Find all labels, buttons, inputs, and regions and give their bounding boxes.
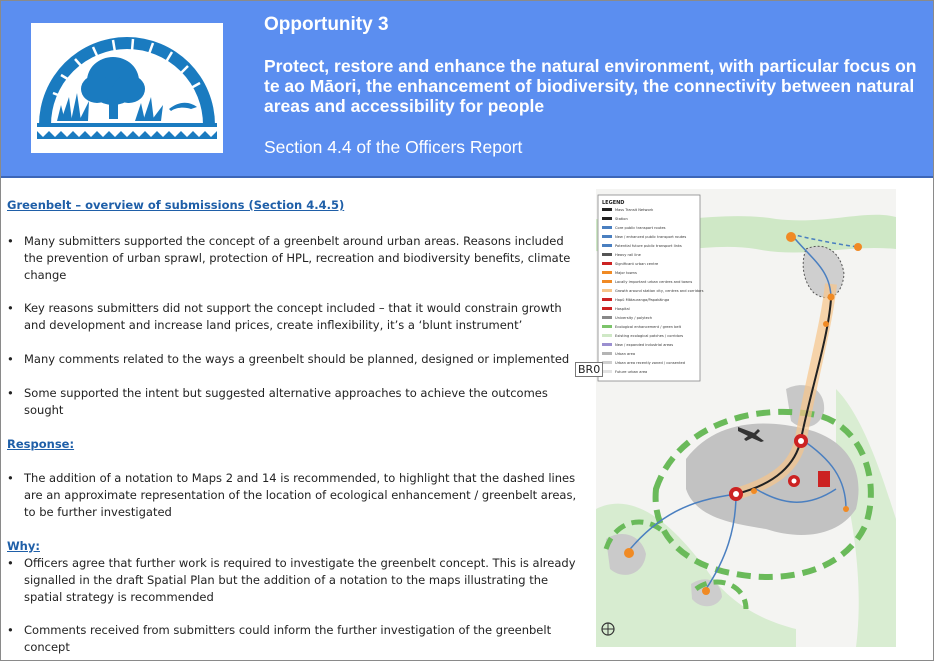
legend-item: Urban area <box>615 352 636 356</box>
council-logo <box>31 23 223 153</box>
legend-swatch <box>602 253 612 256</box>
bullet-icon: • <box>7 234 14 248</box>
list-item: • Comments received from submitters could inform the further investigation of the greenbelt concept <box>7 623 552 654</box>
list-item: • Many submitters supported the concept of a greenbelt around urban areas. Reasons included the prevention of urban sprawl, protection of HPL, recreation and biodiversity benefits, climate change <box>7 234 571 282</box>
legend-swatch <box>602 262 612 265</box>
legend-item: Hospital <box>615 307 630 311</box>
list-item: • Many comments related to the ways a greenbelt should be planned, designed or implemented <box>7 352 570 366</box>
legend-swatch <box>602 217 612 220</box>
list-item: • Some supported the intent but suggested alternative approaches to achieve the outcomes sought <box>7 386 548 417</box>
legend-item: Urban area recently zoned / consented <box>615 361 685 365</box>
why-heading: Why: <box>7 539 40 553</box>
bullet-icon: • <box>7 556 14 570</box>
legend-swatch <box>602 208 612 211</box>
response-heading: Response: <box>7 437 75 451</box>
legend-item: Locally important urban centres and towns <box>615 280 693 284</box>
legend-item: Core public transport routes <box>615 226 666 230</box>
legend-swatch <box>602 244 612 247</box>
list-item: • The addition of a notation to Maps 2 and 14 is recommended, to highlight that the dashed lines are an approximate representation of the location of ecological enhancement / greenbelt areas, to be further investigated <box>7 471 577 519</box>
legend-swatch <box>602 325 612 328</box>
legend-swatch <box>602 271 612 274</box>
slide-header <box>1 1 933 178</box>
opportunity-subtitle: Protect, restore and enhance the natural environment, with particular focus on te ao Māori, the enhancement of biodiversity, the connectivity between natural areas and accessibility for people <box>264 56 917 116</box>
legend-swatch <box>602 289 612 292</box>
greenbelt-spatial-map <box>596 189 896 647</box>
legend-swatch <box>602 352 612 355</box>
legend-item: Potential future public transport links <box>615 244 682 248</box>
bullet-icon: • <box>7 301 14 315</box>
legend-item: Station <box>615 217 628 221</box>
greenbelt-heading: Greenbelt – overview of submissions (Section 4.4.5) <box>7 198 345 212</box>
opportunity-title: Opportunity 3 <box>264 14 389 35</box>
map-legend <box>598 195 700 381</box>
legend-item: Growth around station city, centres and corridors <box>615 289 704 293</box>
legend-item: Major towns <box>615 271 637 275</box>
bullet-icon: • <box>7 623 14 637</box>
legend-item: New / expanded industrial areas <box>615 343 674 347</box>
map-reference-label: BR0 <box>575 362 603 377</box>
legend-item: Mass Transit Network <box>615 208 654 212</box>
bullet-icon: • <box>7 471 14 485</box>
legend-item: Existing ecological patches / corridors <box>615 334 684 338</box>
council-tree-logo-icon <box>31 23 223 153</box>
bullet-icon: • <box>7 352 14 366</box>
legend-item: Future urban area <box>615 370 648 374</box>
legend-item: Significant urban centre <box>615 262 659 266</box>
legend-title: LEGEND <box>602 200 625 206</box>
legend-swatch <box>602 226 612 229</box>
legend-item: New / enhanced public transport routes <box>615 235 687 239</box>
legend-swatch <box>602 343 612 346</box>
legend-swatch <box>602 316 612 319</box>
section-reference: Section 4.4 of the Officers Report <box>264 137 523 157</box>
legend-swatch <box>602 235 612 238</box>
legend-swatch <box>602 361 612 364</box>
legend-swatch <box>602 334 612 337</box>
legend-item: University / polytech <box>615 316 653 320</box>
list-item: • Key reasons submitters did not support the concept included – that it would constrain growth and development and increase land prices, create inflexibility, it’s a ‘blunt instrument’ <box>7 301 562 332</box>
legend-item: Hapū Mātauranga/Papakāinga <box>615 298 670 302</box>
legend-swatch <box>602 307 612 310</box>
legend-item: Ecological enhancement / green belt <box>615 325 681 329</box>
legend-swatch <box>602 298 612 301</box>
list-item: • Officers agree that further work is required to investigate the greenbelt concept. This is already signalled in the draft Spatial Plan but the addition of a notation to the maps illustrating the spatial strategy is recommended <box>7 556 576 604</box>
legend-swatch <box>602 280 612 283</box>
legend-item: Heavy rail line <box>615 253 641 257</box>
legend-swatch <box>602 370 612 373</box>
bullet-icon: • <box>7 386 14 400</box>
